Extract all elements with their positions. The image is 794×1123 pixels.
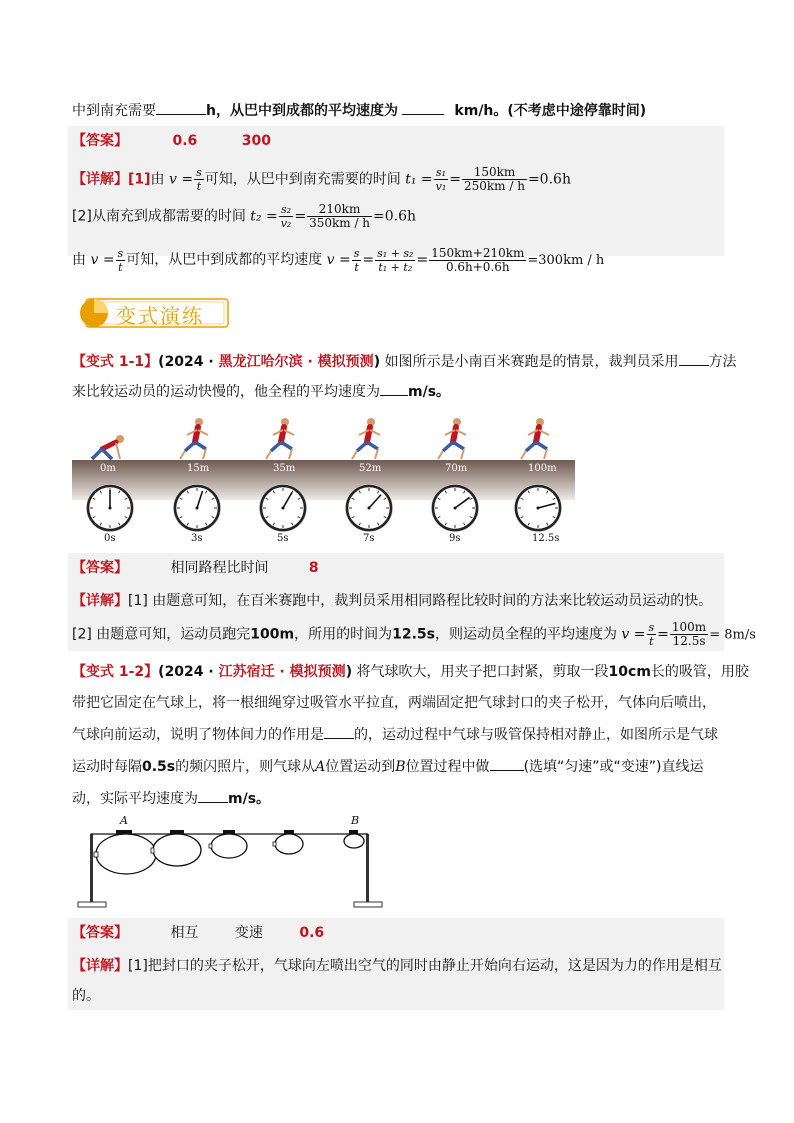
blank <box>402 100 444 115</box>
q12-line5: 动，实际平均速度为 m/s。 <box>72 788 270 809</box>
q11-line1: 【变式 1-1】(2024 · 黑龙江哈尔滨 · 模拟预测) 如图所示是小南百米赛跑是的情景，裁判员采用 方法 <box>72 351 737 372</box>
q-prev-detail1: 【详解】[1]由 v = $\frac{s}{t}$ 可知，从巴中到南充需要的时间 t₁ = $\frac{\text{s₁}}{\text{v₁}}$ = $\frac{150km}{250km / h}$ =0.6h <box>72 165 571 193</box>
runner <box>521 418 549 459</box>
q11-detail1: 【详解】[1] 由题意可知，在百米赛跑中，裁判员采用相同路程比较时间的方法来比较运动员运动的快。 <box>72 593 713 609</box>
section-banner <box>78 296 230 330</box>
distance-label: 100m <box>528 463 557 474</box>
balloon <box>344 834 364 848</box>
distance-label: 52m <box>359 463 382 474</box>
runner <box>438 418 466 459</box>
stopwatch <box>86 484 134 532</box>
stopwatch <box>173 484 221 532</box>
balloon <box>96 834 156 874</box>
left-pole <box>90 834 93 904</box>
time-label: 12.5s <box>532 533 560 544</box>
distance-label: 0m <box>100 463 116 474</box>
time-label: 7s <box>363 533 375 544</box>
q11-answer: 【答案】 相同路程比时间 8 <box>72 560 319 576</box>
banner-text: 变式演练 <box>116 304 204 328</box>
runner <box>180 418 208 459</box>
blank <box>380 381 408 396</box>
stopwatch <box>431 484 479 532</box>
distance-label: 35m <box>273 463 296 474</box>
balloon-svg <box>76 816 386 914</box>
time-label: 0s <box>104 533 116 544</box>
right-pole <box>366 834 369 904</box>
blank <box>156 100 206 115</box>
q12-line2: 带把它固定在气球上，将一根细绳穿过吸管水平拉直，两端固定把气球封口的夹子松开，气体向后喷出， <box>72 695 716 711</box>
sprint-figure <box>72 415 575 545</box>
time-label: 3s <box>191 533 203 544</box>
q12-detail1-cont: 的。 <box>72 988 100 1004</box>
runner <box>92 435 124 459</box>
balloon <box>211 834 247 858</box>
stopwatch <box>345 484 393 532</box>
label-a: A <box>120 814 128 827</box>
distance-label: 70m <box>445 463 468 474</box>
q12-detail1: 【详解】[1]把封口的夹子松开，气球向左喷出空气的同时由静止开始向右运动，这是因为力的作用是相互 <box>72 958 722 974</box>
blank <box>679 351 709 366</box>
balloon-figure <box>76 816 386 914</box>
track-band <box>72 460 575 500</box>
runner <box>352 418 380 459</box>
stopwatch <box>514 484 562 532</box>
balloon <box>275 834 303 854</box>
sprint-svg <box>72 415 575 545</box>
q12-line1: 【变式 1-2】(2024 · 江苏宿迁 · 模拟预测) 将气球吹大，用夹子把口封紧，剪取一段10cm长的吸管，用胶 <box>72 664 749 680</box>
left-base <box>78 902 106 907</box>
q11-line2: 来比较运动员的运动快慢的，他全程的平均速度为 m/s。 <box>72 381 450 402</box>
time-label: 9s <box>449 533 461 544</box>
label-b: B <box>351 814 360 827</box>
runner <box>266 418 294 459</box>
right-base <box>354 902 382 907</box>
q12-line4: 运动时每隔0.5s的频闪照片，则气球从A位置运动到B位置过程中做 (选填“匀速”或“变速”)直线运 <box>72 756 704 777</box>
balloon <box>153 834 201 866</box>
blank <box>198 788 228 803</box>
q-prev-detail2: [2]从南充到成都需要的时间 t₂ = $\frac{\text{s₂}}{\text{v₂}}$ = $\frac{210km}{350km / h}$ =0.6h <box>72 202 417 230</box>
blank <box>324 724 354 739</box>
q12-line3: 气球向前运动，说明了物体间力的作用是 的，运动过程中气球与吸管保持相对静止，如图所示是气球 <box>72 724 718 745</box>
q12-answer: 【答案】 相互 变速 0.6 <box>72 925 325 941</box>
q-prev-answer: 【答案】 0.6 300 <box>72 133 271 149</box>
stopwatch <box>259 484 307 532</box>
distance-label: 15m <box>187 463 210 474</box>
time-label: 5s <box>277 533 289 544</box>
q11-detail2: [2] 由题意可知，运动员跑完100m，所用的时间为12.5s，则运动员全程的平均速度为 v = $\frac{s}{t}$ = $\frac{100m}{12.5s}$ = 8m/s <box>72 620 756 648</box>
q-prev-detail3: 由 v = $\frac{s}{t}$ 可知，从巴中到成都的平均速度 v = $\frac{s}{t}$ = $\frac{\text{s₁ + s₂}}{\text{t₁ + t₂}}$ = $\frac{150km+210km}{0.6h+0.6h}$ =300km / h <box>72 245 605 274</box>
q-prev-line1: 中到南充需要 h，从巴中到成都的平均速度为 km/h。(不考虑中途停靠时间) <box>72 100 646 121</box>
blank <box>490 756 524 771</box>
